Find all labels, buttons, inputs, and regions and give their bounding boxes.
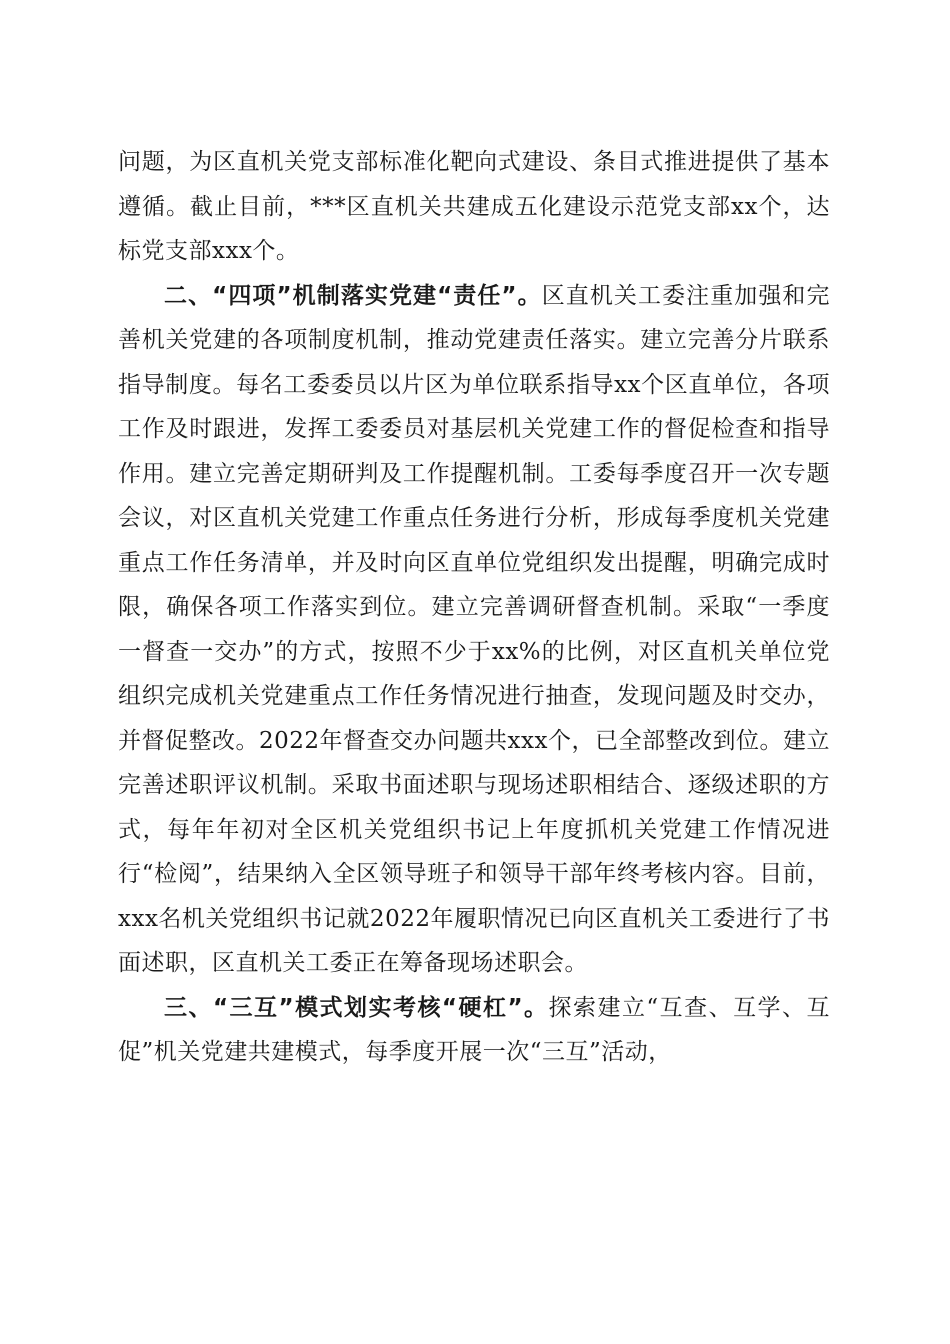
paragraph-2-body: 区直机关工委注重加强和完善机关党建的各项制度机制，推动党建责任落实。建立完善分片联系指导制度。每名工委委员以片区为单位联系指导xx个区直单位，各项工作及时跟进，发挥工委委员对基层机关党建工作的督促检查和指导作用。建立完善定期研判及工作提醒机制。工委每季度召开一次专题会议，对区直机关党建工作重点任务进行分析，形成每季度机关党建重点工作任务清单，并及时向区直单位党组织发出提醒，明确完成时限，确保各项工作落实到位。建立完善调研督查机制。采取“一季度一督查一交办”的方式，按照不少于xx%的比例，对区直机关单位党组织完成机关党建重点工作任务情况进行抽查，发现问题及时交办，并督促整改。2022年督查交办问题共xxx个，已全部整改到位。建立完善述职评议机制。采取书面述职与现场述职相结合、逐级述职的方式，每年年初对全区机关党组织书记上年度抓机关党建工作情况进行“检阅”，结果纳入全区领导班子和领导干部年终考核内容。目前，xxx名机关党组织书记就2022年履职情况已向区直机关工委进行了书面述职，区直机关工委正在筹备现场述职会。: [118, 282, 831, 976]
paragraph-3-heading: 三、“三互”模式划实考核“硬杠”。: [164, 994, 549, 1021]
paragraph-2-heading: 二、“四项”机制落实党建“责任”。: [164, 282, 542, 309]
paragraph-3-body: 探索建立“互查、互学、互促”机关党建共建模式，每季度开展一次“三互”活动，: [118, 994, 831, 1065]
paragraph-3: [118, 986, 830, 1075]
paragraph-1-body: 问题，为区直机关党支部标准化靶向式建设、条目式推进提供了基本遵循。截止目前，***区直机关共建成五化建设示范党支部xx个，达标党支部xxx个。: [118, 149, 830, 264]
document-body: [118, 140, 830, 1075]
paragraph-2: [118, 274, 830, 986]
paragraph-1: [118, 140, 830, 274]
